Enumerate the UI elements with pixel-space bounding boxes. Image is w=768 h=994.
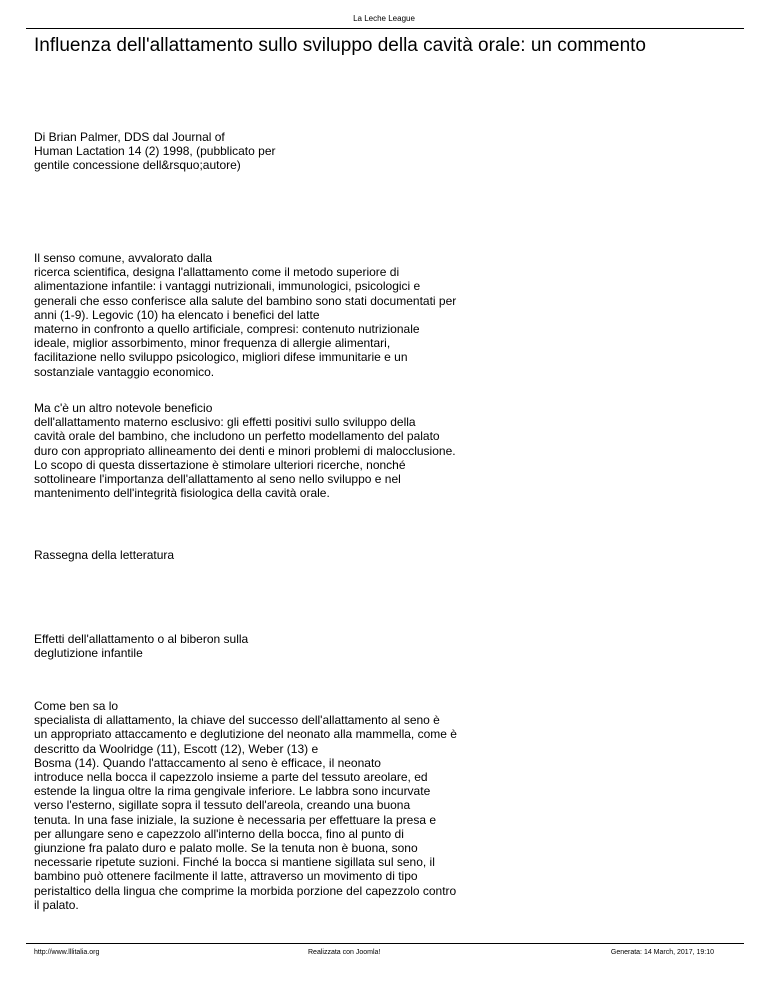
text-line: facilitazione nello sviluppo psicologico, migliori difese immunitarie e un [34, 350, 408, 365]
text-line: un appropriato attaccamento e deglutizione del neonato alla mammella, come è [34, 727, 457, 742]
text-line: duro con appropriato allineamento dei denti e minori problemi di malocclusione. [34, 443, 456, 458]
text-line: alimentazione infantile: i vantaggi nutrizionali, immunologici, psicologici e [34, 279, 421, 294]
text-line: introduce nella bocca il capezzolo insieme a parte del tessuto areolare, ed [34, 770, 428, 785]
footer-divider [26, 943, 744, 944]
text-line: specialista di allattamento, la chiave del successo dell'allattamento al seno è [34, 713, 440, 728]
text-line: necessarie ripetute suzioni. Finché la bocca si mantiene sigillata sul seno, il [34, 855, 435, 870]
text-line: sottolineare l'importanza dell'allattamento al seno nello sviluppo e nel [34, 472, 401, 487]
text-line: ideale, miglior assorbimento, minor frequenza di allergie alimentari, [34, 336, 391, 351]
text-line: descritto da Woolridge (11), Escott (12), Weber (13) e [34, 741, 319, 756]
header-divider [26, 28, 744, 29]
text-line: tenuta. In una fase iniziale, la suzione è necessaria per effettuare la presa e [34, 812, 437, 827]
article-paragraph [34, 251, 456, 379]
text-line: Effetti dell'allattamento o al biberon sulla [34, 632, 249, 646]
article-byline [34, 130, 275, 173]
text-line: gentile concessione dell&rsquo;autore) [34, 158, 241, 173]
text-line: bambino può ottenere facilmente il latte, attraverso un movimento di tipo [34, 869, 418, 884]
text-line: Bosma (14). Quando l'attaccamento al seno è efficace, il neonato [34, 755, 381, 770]
text-line: cavità orale del bambino, che includono un perfetto modellamento del palato [34, 429, 440, 444]
text-line: anni (1-9). Legovic (10) ha elencato i benefici del latte [34, 307, 320, 322]
text-line: Il senso comune, avvalorato dalla [34, 251, 213, 265]
text-line: Di Brian Palmer, DDS dal Journal of [34, 130, 225, 144]
text-line: mantenimento dell'integrità fisiologica della cavità orale. [34, 486, 330, 501]
text-line: peristaltico della lingua che comprime la morbida porzione del capezzolo contro [34, 883, 457, 898]
article-paragraph [34, 699, 457, 912]
text-line: giunzione fra palato duro e palato molle. Se la tenuta non è buona, sono [34, 841, 418, 856]
text-line: Rassegna della letteratura [34, 548, 175, 562]
footer-powered-by: Realizzata con Joomla! [308, 949, 381, 956]
site-header: La Leche League [353, 14, 415, 23]
text-line: materno in confronto a quello artificiale, compresi: contenuto nutrizionale [34, 322, 420, 337]
subsection-heading [34, 632, 248, 660]
text-line: per allungare seno e capezzolo all'interno della bocca, fino al punto di [34, 826, 404, 841]
text-line: dell'allattamento materno esclusivo: gli effetti positivi sullo sviluppo della [34, 415, 416, 430]
text-line: Human Lactation 14 (2) 1998, (pubblicato per [34, 144, 276, 159]
footer-generated-date: Generata: 14 March, 2017, 19:10 [610, 949, 714, 956]
text-line: Ma c'è un altro notevole beneficio [34, 401, 213, 415]
text-line: verso l'esterno, sigillate sopra il tessuto dell'areola, creando una buona [34, 798, 411, 813]
text-line: ricerca scientifica, designa l'allattamento come il metodo superiore di [34, 265, 400, 280]
footer-url: http://www.lllitalia.org [34, 949, 100, 956]
text-line: Lo scopo di questa dissertazione è stimolare ulteriori ricerche, nonché [34, 457, 406, 472]
text-line: il palato. [34, 897, 79, 912]
text-line: generali che esso conferisce alla salute del bambino sono stati documentati per [34, 293, 457, 308]
section-heading [34, 548, 174, 562]
text-line: deglutizione infantile [34, 646, 143, 661]
text-line: Come ben sa lo [34, 699, 119, 713]
article-paragraph [34, 401, 456, 500]
text-line: estende la lingua oltre la rima gengivale inferiore. Le labbra sono incurvate [34, 784, 431, 799]
article-title: Influenza dell'allattamento sullo sviluppo della cavità orale: un commento [34, 35, 646, 56]
text-line: sostanziale vantaggio economico. [34, 364, 215, 379]
